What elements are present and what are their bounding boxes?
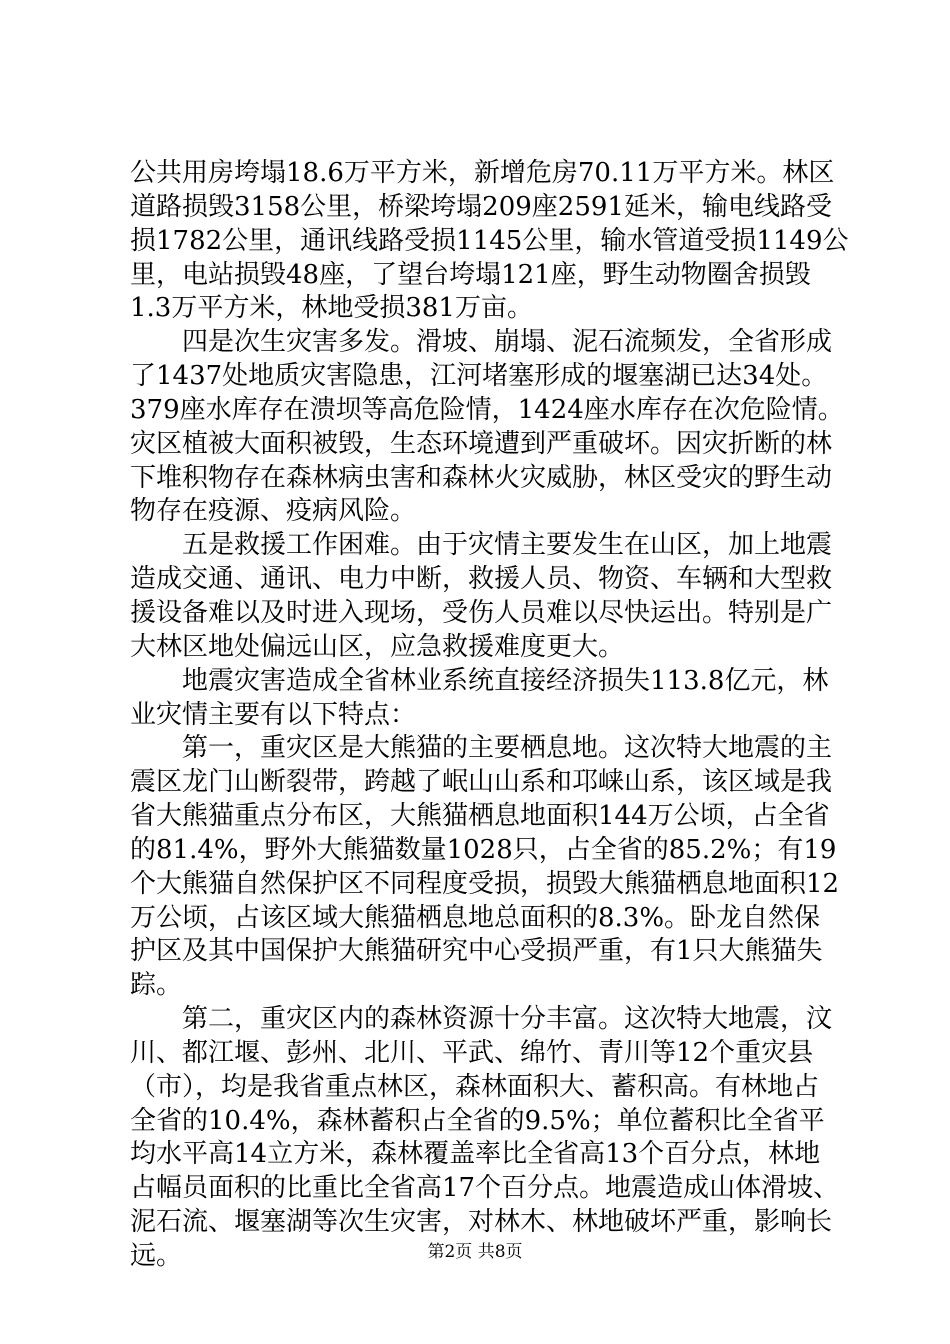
text-line-33: 远。 bbox=[130, 1241, 183, 1271]
text-line-27: 川、都江堰、彭州、北川、平武、绵竹、青川等12个重灾县 bbox=[130, 1037, 814, 1068]
text-line-5: 1.3万平方米，林地受损381万亩。 bbox=[130, 293, 533, 324]
text-line-22: 个大熊猫自然保护区不同程度受损，损毁大熊猫栖息地面积12 bbox=[130, 868, 840, 899]
text-line-19: 震区龙门山断裂带，跨越了岷山山系和邛崃山系，该区域是我 bbox=[130, 767, 833, 798]
text-line-30: 均水平高14立方米，森林覆盖率比全省高13个百分点，林地 bbox=[130, 1139, 821, 1170]
text-line-26: 第二，重灾区内的森林资源十分丰富。这次特大地震，汶 bbox=[130, 1004, 833, 1035]
text-line-23: 万公顷，占该区域大熊猫栖息地总面积的8.3%。卧龙自然保 bbox=[130, 902, 821, 933]
text-line-25: 踪。 bbox=[130, 970, 183, 1001]
text-line-2: 道路损毁3158公里，桥梁垮塌209座2591延米，输电线路受 bbox=[130, 191, 832, 222]
text-line-12: 五是救援工作困难。由于灾情主要发生在山区，加上地震 bbox=[130, 530, 833, 561]
text-line-4: 里，电站损毁48座，了望台垮塌121座，野生动物圈舍损毁 bbox=[130, 259, 811, 290]
text-line-1: 公共用房垮塌18.6万平方米，新增危房70.11万平方米。林区 bbox=[130, 158, 835, 188]
text-line-18: 第一，重灾区是大熊猫的主要栖息地。这次特大地震的主 bbox=[130, 733, 833, 764]
text-line-24: 护区及其中国保护大熊猫研究中心受损严重，有1只大熊猫失 bbox=[130, 936, 823, 967]
text-line-21: 的81.4%，野外大熊猫数量1028只，占全省的85.2%；有19 bbox=[130, 834, 837, 865]
text-line-28: （市），均是我省重点林区，森林面积大、蓄积高。有林地占 bbox=[130, 1071, 820, 1102]
text-line-14: 援设备难以及时进入现场，受伤人员难以尽快运出。特别是广 bbox=[130, 597, 833, 628]
text-line-29: 全省的10.4%，森林蓄积占全省的9.5%；单位蓄积比全省平 bbox=[130, 1105, 825, 1136]
text-line-32: 泥石流、堰塞湖等次生灾害，对林木、林地破坏严重，影响长 bbox=[130, 1207, 833, 1238]
text-line-3: 损1782公里，通讯线路受损1145公里，输水管道受损1149公 bbox=[130, 225, 849, 256]
text-line-7: 了1437处地质灾害隐患，江河堵塞形成的堰塞湖已达34处。 bbox=[130, 361, 828, 392]
page-number-footer: 第2页 共8页 bbox=[427, 1242, 523, 1262]
text-line-15: 大林区地处偏远山区，应急救援难度更大。 bbox=[130, 631, 625, 662]
text-line-6: 四是次生灾害多发。滑坡、崩塌、泥石流频发，全省形成 bbox=[130, 327, 833, 358]
text-line-13: 造成交通、通讯、电力中断，救援人员、物资、车辆和大型救 bbox=[130, 564, 833, 595]
body-text bbox=[130, 157, 849, 1274]
text-line-31: 占幅员面积的比重比全省高17个百分点。地震造成山体滑坡、 bbox=[130, 1173, 840, 1204]
text-line-11: 物存在疫源、疫病风险。 bbox=[130, 496, 417, 527]
text-line-16: 地震灾害造成全省林业系统直接经济损失113.8亿元，林 bbox=[130, 665, 829, 696]
text-line-17: 业灾情主要有以下特点： bbox=[130, 699, 417, 730]
text-line-10: 下堆积物存在森林病虫害和森林火灾威胁，林区受灾的野生动 bbox=[130, 462, 833, 493]
text-line-20: 省大熊猫重点分布区，大熊猫栖息地面积144万公顷，占全省 bbox=[130, 801, 830, 832]
text-line-9: 灾区植被大面积被毁，生态环境遭到严重破坏。因灾折断的林 bbox=[130, 428, 833, 459]
text-line-8: 379座水库存在溃坝等高危险情，1424座水库存在次危险情。 bbox=[130, 394, 844, 425]
